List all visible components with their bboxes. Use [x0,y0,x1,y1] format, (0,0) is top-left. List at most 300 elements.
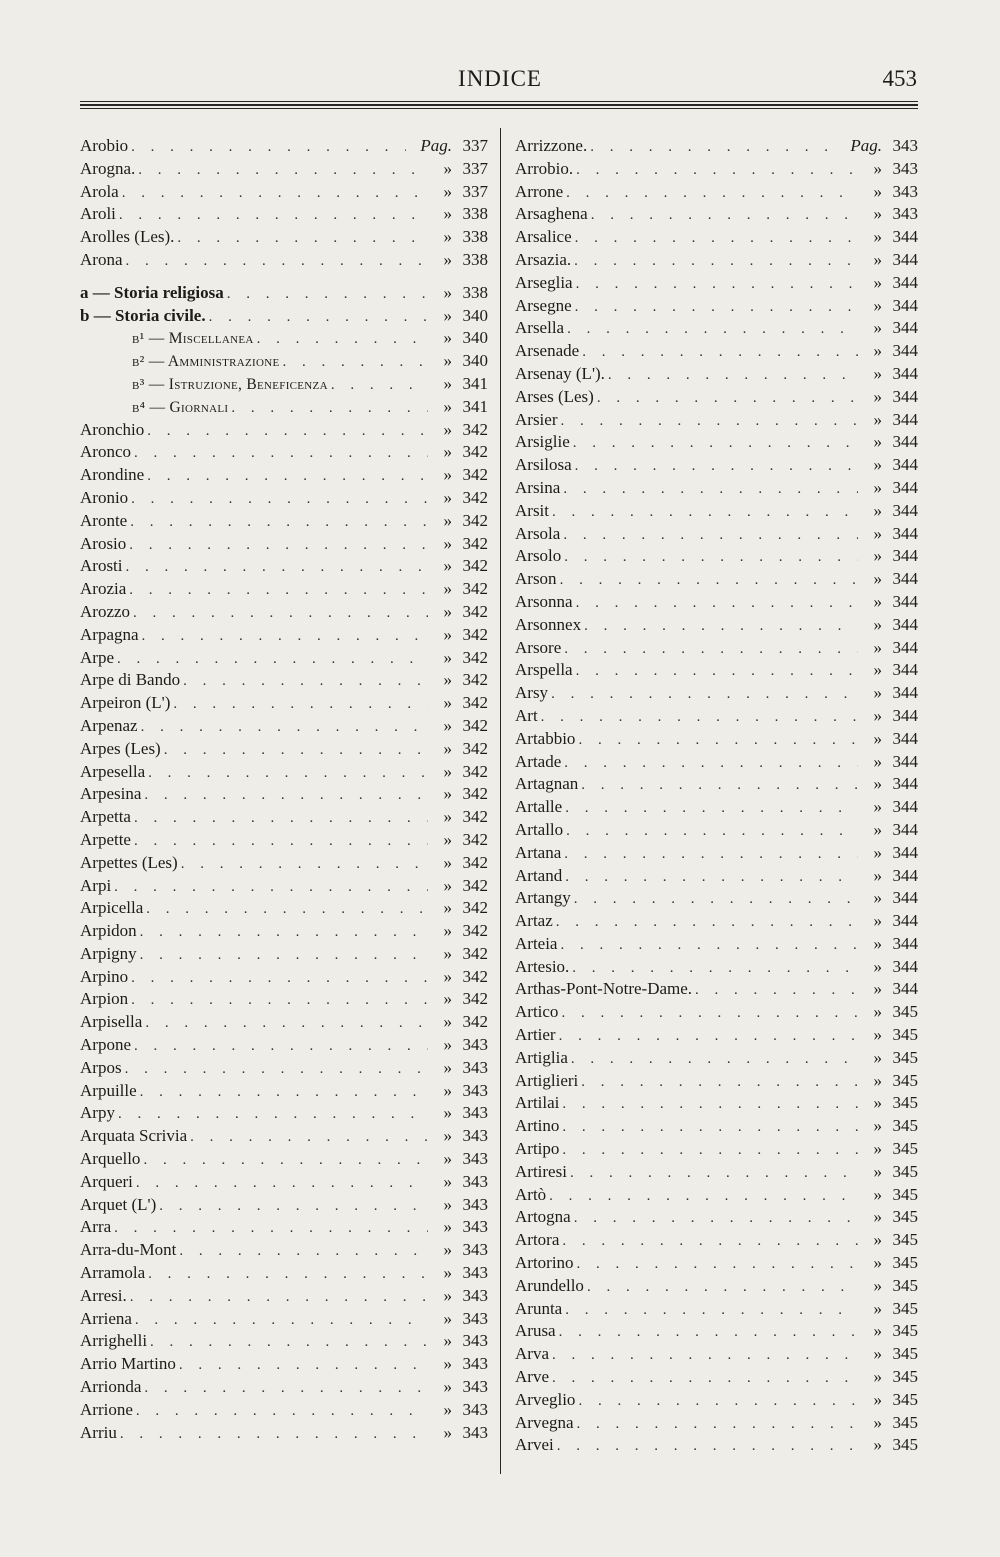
leader-dots [283,354,428,371]
entry-page: 345 [892,1367,918,1387]
entry-page: 345 [892,1207,918,1227]
index-entry [515,569,918,592]
entry-name: b⁴ — Giornali [132,398,229,416]
entry-page: 342 [462,465,488,485]
entry-page: 342 [462,852,488,872]
entry-name: Arsina [515,477,561,497]
leader-dots [120,1426,428,1443]
index-entry [80,625,488,648]
entry-page: 342 [462,898,488,918]
entry-name: Arpes (Les) [80,738,161,758]
index-entry [80,876,488,899]
entry-name: Arsit [515,500,549,520]
page-number: 453 [882,66,917,91]
leader-dots [591,207,858,224]
entry-mark: » [443,1012,452,1032]
entry-page: 343 [462,1377,488,1397]
leader-dots [564,641,858,658]
leader-dots [164,742,428,759]
leader-dots [564,755,858,772]
entry-name: Art [515,705,538,725]
index-entry [80,670,488,693]
entry-page: 342 [462,419,488,439]
index-entry [80,1195,488,1218]
entry-mark: » [873,477,882,497]
entry-mark: » [443,761,452,781]
leader-dots [566,823,858,840]
entry-name: Arsiglie [515,432,570,452]
leader-dots [140,924,428,941]
index-entry [515,1367,918,1390]
leader-dots [575,230,858,247]
entry-page: 344 [892,363,918,383]
entry-page: 342 [462,943,488,963]
entry-mark: » [443,158,452,178]
index-entry [80,1126,488,1149]
index-entry [515,1093,918,1116]
entry-name: Artilai [515,1093,560,1113]
entry-name: Arsilosa [515,455,572,475]
index-entry [515,1435,918,1458]
entry-page: 344 [892,341,918,361]
leader-dots [549,1188,858,1205]
entry-name: Arqueri [80,1171,133,1191]
entry-page: 345 [892,1139,918,1159]
entry-name: Arosio [80,533,127,553]
leader-dots [574,253,858,270]
index-entry [515,478,918,501]
entry-mark: » [873,979,882,999]
leader-dots [574,891,858,908]
index-entry [80,853,488,876]
leader-dots [563,527,858,544]
entry-name: Arquata Scrivia [80,1126,188,1146]
entry-name: Artalle [515,797,563,817]
entry-name: Arosti [80,556,123,576]
entry-mark: » [873,1184,882,1204]
leader-dots [138,162,428,179]
entry-name: Arsenay (L'). [515,363,605,383]
index-entry [515,136,918,159]
entry-name: Arra-du-Mont [80,1240,177,1260]
entry-name: Arsy [515,683,549,703]
index-entry [515,296,918,319]
entry-page: 343 [462,1354,488,1374]
entry-mark: » [873,1207,882,1227]
entry-mark: » [873,1230,882,1250]
entry-page: 337 [462,158,488,178]
entry-mark: » [873,933,882,953]
index-entry [515,1253,918,1276]
entry-page: 344 [892,637,918,657]
entry-mark: » [443,1035,452,1055]
leader-dots [559,1324,858,1341]
entry-name: Arpone [80,1035,131,1055]
index-entry [515,638,918,661]
entry-page: 342 [462,966,488,986]
entry-page: 343 [462,1399,488,1419]
entry-mark: » [873,1344,882,1364]
entry-name: Artabbio [515,728,576,748]
entry-name: Arvegna [515,1412,574,1432]
entry-page: 344 [892,683,918,703]
entry-name: Arusa [515,1321,556,1341]
entry-mark: » [443,1080,452,1100]
entry-page: 343 [462,1103,488,1123]
leader-dots [177,230,428,247]
leader-dots [134,810,428,827]
entry-page: 344 [892,956,918,976]
leader-dots [578,1393,858,1410]
entry-mark: » [443,487,452,507]
entry-page: 343 [462,1331,488,1351]
entry-name: Artogna [515,1207,571,1227]
index-entry [515,524,918,547]
entry-page: 338 [462,227,488,247]
leader-dots [581,777,858,794]
index-entry [515,410,918,433]
entry-page: 342 [462,807,488,827]
leader-dots [575,458,858,475]
entry-page: 344 [892,979,918,999]
entry-mark: » [443,510,452,530]
leader-dots [179,1243,428,1260]
leader-dots [560,572,858,589]
leader-dots [576,276,858,293]
index-entry [80,784,488,807]
entry-name: Arozzo [80,601,131,621]
leader-dots [125,1061,428,1078]
leader-dots [136,1403,428,1420]
entry-page: 345 [892,1184,918,1204]
entry-mark: » [443,1263,452,1283]
entry-page: 342 [462,829,488,849]
leader-dots [571,1051,858,1068]
index-entry [515,273,918,296]
index-entry [80,351,488,374]
leader-dots [572,960,858,977]
entry-page: 343 [892,158,918,178]
entry-mark: » [873,409,882,429]
entry-mark: » [873,1070,882,1090]
entry-mark: » [443,351,452,371]
index-entry [80,989,488,1012]
leader-dots [560,937,858,954]
entry-name: Artiglia [515,1047,568,1067]
index-entry [515,592,918,615]
entry-name: Arsella [515,318,565,338]
entry-name: Artipo [515,1139,560,1159]
index-entry [515,1025,918,1048]
entry-mark: » [443,601,452,621]
entry-name: Arpagna [80,624,139,644]
index-entry [80,556,488,579]
entry-mark: » [873,500,882,520]
entry-mark: » [443,204,452,224]
entry-name: Artana [515,842,562,862]
leader-dots [590,139,836,156]
leader-dots [136,1175,428,1192]
entry-name: Arquello [80,1149,141,1169]
index-entry [80,442,488,465]
leader-dots [134,1038,428,1055]
leader-dots [145,1015,428,1032]
index-entry [80,1423,488,1446]
entry-page: 342 [462,1012,488,1032]
index-entry [515,911,918,934]
entry-name: b¹ — Miscellanea [132,330,254,348]
entry-name: Artaz [515,911,553,931]
leader-dots [695,982,858,999]
leader-dots [140,947,428,964]
leader-dots [231,400,428,417]
entry-name: Arsola [515,523,561,543]
index-entry [515,1071,918,1094]
index-entry [80,420,488,443]
index-entry [515,1299,918,1322]
index-entry [80,328,488,351]
index-entry [80,1058,488,1081]
entry-mark: » [873,1253,882,1273]
entry-mark: » [873,158,882,178]
leader-dots [564,549,858,566]
leader-dots [130,1289,428,1306]
leader-dots [129,537,428,554]
leader-dots [181,856,428,873]
entry-page: 344 [892,911,918,931]
entry-page: 337 [462,136,488,155]
index-entry [80,579,488,602]
entry-page: 342 [462,738,488,758]
leader-dots [565,800,858,817]
entry-name: Arpi [80,875,112,895]
entry-name: Arondine [80,465,145,485]
leader-dots [190,1129,428,1146]
entry-mark: » [873,455,882,475]
index-entry [80,807,488,830]
index-entry [80,227,488,250]
entry-name: Arvei [515,1435,554,1455]
entry-mark: » [873,249,882,269]
index-entry [80,1377,488,1400]
leader-dots [131,970,428,987]
entry-name: Arpesina [80,784,142,804]
index-entry [80,1172,488,1195]
entry-page: 343 [462,1171,488,1191]
entry-page: 338 [462,282,488,302]
entry-name: Artangy [515,888,571,908]
entry-name: Arpuille [80,1080,137,1100]
entry-page: 343 [892,204,918,224]
leader-dots [135,1312,428,1329]
index-entry [80,1331,488,1354]
index-entry [515,843,918,866]
entry-page: 342 [462,579,488,599]
entry-name: Arsazia. [515,249,572,269]
leader-dots [133,605,428,622]
leader-dots [131,992,428,1009]
entry-name: Arsalice [515,227,572,247]
entry-mark: » [443,1194,452,1214]
index-entry [515,159,918,182]
entry-page: 338 [462,249,488,269]
entry-page: 338 [462,204,488,224]
index-entry [80,182,488,205]
entry-page: 345 [892,1321,918,1341]
leader-dots [114,1220,428,1237]
entry-mark: » [443,442,452,462]
entry-name: Arsegne [515,295,572,315]
entry-page: 344 [892,797,918,817]
entry-page: 345 [892,1002,918,1022]
leader-dots [129,582,428,599]
leader-dots [566,185,858,202]
index-entry [80,1400,488,1423]
entry-mark: » [873,1161,882,1181]
index-entry [80,648,488,671]
entry-name: Arpisella [80,1012,143,1032]
leader-dots [159,1198,428,1215]
entry-mark: » [443,1171,452,1191]
entry-mark: » [443,282,452,302]
entry-name: Arriena [80,1308,132,1328]
entry-name: Arundello [515,1275,584,1295]
entry-mark: » [873,1321,882,1341]
entry-mark: » [873,614,882,634]
entry-page: 345 [892,1275,918,1295]
leader-dots [148,1266,428,1283]
leader-dots [564,846,858,863]
entry-name: Arrione [80,1399,133,1419]
index-entry [80,1217,488,1240]
entry-page: 337 [462,181,488,201]
index-entry [515,204,918,227]
leader-dots [584,618,858,635]
index-entry [515,1139,918,1162]
entry-name: Arpion [80,989,129,1009]
entry-mark: » [443,921,452,941]
header-rule-bottom [80,108,918,109]
entry-page: 344 [892,774,918,794]
entry-name: Arsolo [515,546,562,566]
entry-page: 343 [462,1240,488,1260]
entry-page: 343 [892,181,918,201]
entry-page: 344 [892,227,918,247]
entry-mark: » [873,1389,882,1409]
leader-dots [563,481,858,498]
index-entry [80,898,488,921]
leader-dots [565,869,858,886]
entry-name: Arseglia [515,272,573,292]
entry-page: 342 [462,533,488,553]
index-entry [515,1185,918,1208]
entry-mark: » [873,728,882,748]
entry-name: Artade [515,751,562,771]
index-entry [515,797,918,820]
entry-page: 343 [462,1080,488,1100]
leader-dots [126,559,429,576]
entry-mark: » [873,386,882,406]
entry-page: 343 [462,1422,488,1442]
index-entry [80,1309,488,1332]
entry-mark: » [443,419,452,439]
entry-name: Arrio Martino [80,1354,176,1374]
leader-dots [552,1370,858,1387]
index-entry [80,1263,488,1286]
entry-mark: » [443,807,452,827]
entry-name: Arozia [80,579,127,599]
entry-mark: » [443,1057,452,1077]
entry-page: 340 [462,328,488,348]
entry-name: Arsonna [515,591,573,611]
entry-name: Arva [515,1344,549,1364]
entry-name: Artorino [515,1253,574,1273]
index-entry [515,455,918,478]
index-entry [515,432,918,455]
index-entry [515,615,918,638]
entry-mark: » [443,1240,452,1260]
entry-page: 344 [892,409,918,429]
entry-mark: » [873,546,882,566]
index-entry [515,1116,918,1139]
index-entry [80,762,488,785]
index-entry [515,957,918,980]
leader-dots [141,719,428,736]
leader-dots [575,299,858,316]
entry-page: 344 [892,569,918,589]
entry-mark: » [873,956,882,976]
entry-name: Arthas-Pont-Notre-Dame. [515,979,693,999]
entry-name: Arquet (L') [80,1194,157,1214]
entry-name: Artier [515,1025,556,1045]
entry-name: Arveglio [515,1389,576,1409]
entry-mark: » [443,784,452,804]
entry-name: Arpetta [80,807,131,827]
entry-page: 345 [892,1093,918,1113]
entry-name: Artesio. [515,956,570,976]
leader-dots [576,663,858,680]
entry-mark: » [443,693,452,713]
entry-page: 342 [462,510,488,530]
leader-dots [143,1152,428,1169]
entry-page: 343 [462,1217,488,1237]
index-entry [515,729,918,752]
index-entry [80,1081,488,1104]
leader-dots [134,445,428,462]
index-entry [80,250,488,273]
index-entry [515,1276,918,1299]
leader-dots [183,673,428,690]
index-entry [515,1230,918,1253]
entry-page: 345 [892,1412,918,1432]
entry-mark: » [873,341,882,361]
entry-page: 342 [462,624,488,644]
index-entry [515,1162,918,1185]
entry-mark: » [873,295,882,315]
leader-dots [570,1165,858,1182]
entry-mark: » [443,181,452,201]
entry-name: b² — Amministrazione [132,353,280,371]
entry-page: 345 [892,1344,918,1364]
index-entry [80,693,488,716]
entry-page: 344 [892,295,918,315]
entry-name: Arpicella [80,898,144,918]
entry-name: Arsaghena [515,204,588,224]
index-entry [80,921,488,944]
leader-dots [146,901,428,918]
entry-mark: » [873,1116,882,1136]
entry-page: 345 [892,1047,918,1067]
